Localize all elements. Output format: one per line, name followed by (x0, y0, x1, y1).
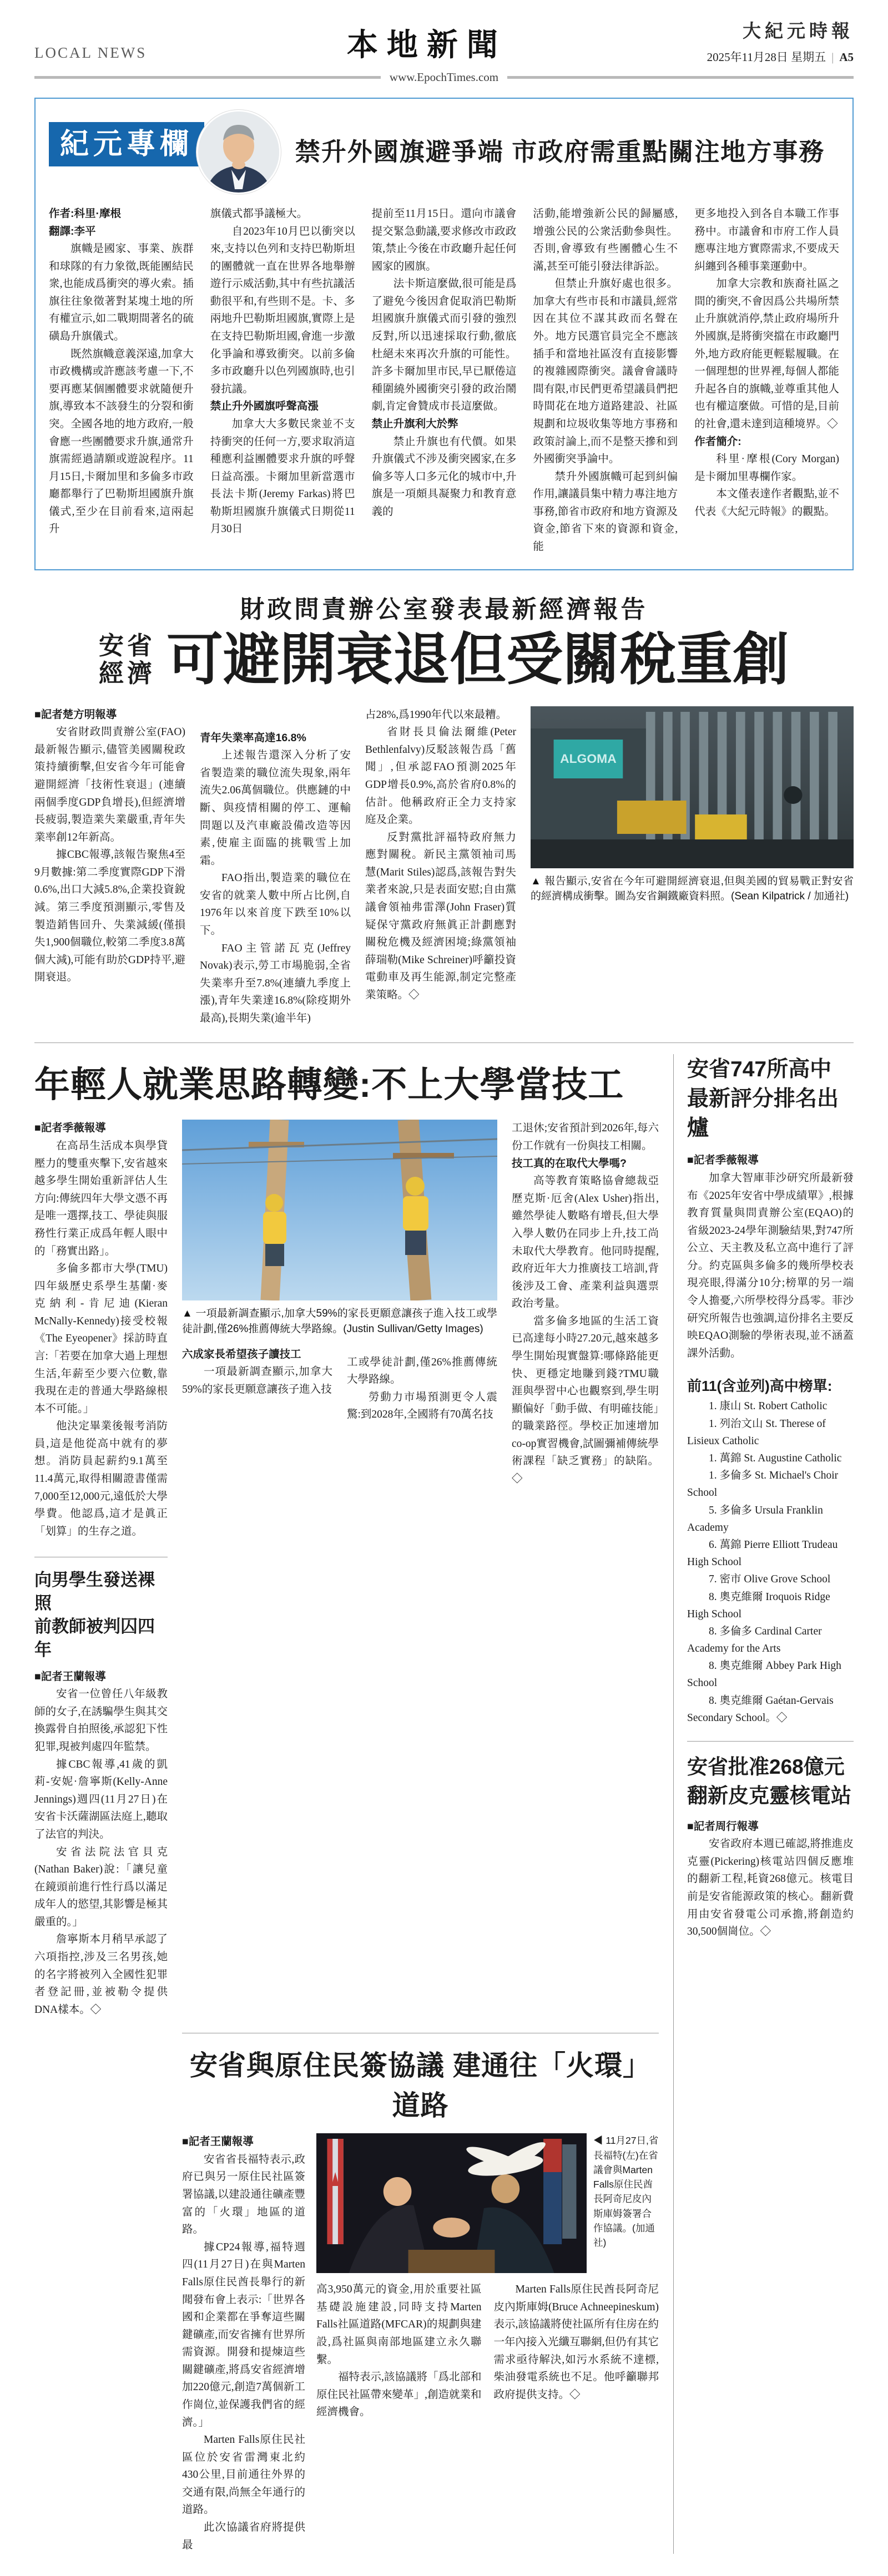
economy-col-3 (365, 706, 516, 1028)
economy-headline: 可避開衰退但受關稅重創 (167, 627, 789, 691)
paragraph: 旗儀式都爭議極大。 (210, 208, 308, 220)
steel-mill-photo (531, 706, 854, 868)
schools-headline (687, 1055, 854, 1143)
header-rule (0, 65, 888, 84)
schools-list-subhead: 前11(含並列)高中榜單: (687, 1378, 833, 1395)
paragraph: 禁止升旗也有代價。如果升旗儀式不涉及衝突國家,在多倫多等人口多元化的城市中,升旗是一項頗具凝聚力和教育意義的 (371, 436, 517, 518)
opinion-col-1 (49, 205, 194, 556)
paragraph: 工退休;安省預計到2026年,每六份工作就有一份與技工相關。 (512, 1122, 659, 1152)
section-title: 本地新聞 (346, 27, 507, 62)
paragraph: 據CBC報導,41歲的凱莉-安妮·詹寧斯(Kelly-Anne Jennings)週四(11月27日)在安省卡沃薩湖區法庭上,聽取了法官的判決。 (34, 1758, 168, 1840)
paragraph: 福特表示,該協議將「爲北部和原住民社區帶來變革」,創造就業和經濟機會。 (316, 2371, 482, 2418)
economy-headline-prefix (99, 632, 155, 688)
paragraph: 據CBC報導,該報告聚焦4至9月數據:第二季度實際GDP下滑0.6%,出口大減5.8%,企業投資銳減。第三季度預測顯示,零售及製造銷售回升、失業減緩(僅損失1,900個職位,較第二季度3.8萬個大減),可能有助於GDP持平,避開衰退。 (34, 849, 185, 984)
paragraph: 安省一位曾任八年級教師的女子,在誘騙學生與其交換露骨自拍照後,承認犯下性犯罪,現被判處四年監禁。 (34, 1688, 168, 1753)
list-item: 6. 萬錦 Pierre Elliott Trudeau High School (687, 1538, 838, 1568)
paragraph: 加拿大智庫菲沙研究所最新發布《2025年安省中學成績單》,根據教育質量與問責辦公室(EQAO)的省級2023-24學年測驗結果,對747所公立、天主教及私立高中進行了評分。約克區與多倫多的幾所學校表現亮眼,得滿分10分;榜單的另一端令人擔憂,六所學校得分爲零。菲沙研究所報告也強調,這份排名主要反映EQAO測驗的學術表現,並不涵蓋課外活動。 (687, 1172, 854, 1359)
lower-region (34, 1043, 854, 2554)
paragraph: 占28%,爲1990年代以來最糟。 (365, 708, 507, 721)
photo-sign-text: ALGOMA (560, 752, 617, 766)
trades-body (34, 1120, 659, 2018)
nuclear-headline-line2: 翻新皮克靈核電站 (687, 1784, 851, 1807)
paragraph: 提前至11月15日。還向市議會提交緊急動議,要求修改市政政策,禁止今後在市政廳升起任何國家的國旗。 (371, 208, 517, 272)
paragraph: 據CP24報導,福特週四(11月27日)在與Marten Falls原住民酋長舉行的新聞發布會上表示:「世界各國和企業都在爭奪這些關鍵礦產,而安省擁有世界所需資源。開發和提煉這些關鍵礦產,將爲安省經濟增加220億元,創造7萬個新工作崗位,並保護我們省的經濟。」 (182, 2241, 305, 2428)
crime-headline-line2: 前教師被判囚四年 (34, 1617, 155, 1659)
trades-photo-caption: ▲ 一項最新調查顯示,加拿大59%的家長更願意讓孩子進入技工或學徒計劃,僅26%推薦傳統大學路線。(Justin Sullivan/Getty Images) (182, 1308, 497, 1335)
page-number: A5 (839, 50, 854, 64)
list-item: 8. 多倫多 Cardinal Carter Academy for the Arts (687, 1625, 822, 1655)
list-item: 1. 康山 St. Robert Catholic (709, 1400, 828, 1413)
dateline-separator: | (831, 50, 834, 64)
nuclear-byline: ■記者周行報導 (687, 1820, 759, 1833)
opinion-subhead-1: 禁止升外國旗呼聲高漲 (210, 400, 319, 413)
paragraph: Marten Falls原住民社區位於安省雷灣東北約430公里,目前通往外界的交通有限,尚無全年通行的道路。 (182, 2434, 305, 2516)
paragraph: 在高昂生活成本與學貸壓力的雙重夾擊下,安省越來越多學生開始重新評估人生方向:傳統四年大學文憑不再是唯一選擇,技工、學徒與服務性行業正成爲年輕人眼中的「務實出路」。 (34, 1140, 168, 1257)
linemen-illustration (182, 1120, 497, 1300)
economy-photo-caption: ▲ 報告顯示,安省在今年可避開經濟衰退,但與美國的貿易戰正對安省的經濟構成衝擊。圖為安省鋼鐵廠資料照。(Sean Kilpatrick / 加通社) (531, 875, 854, 903)
masthead-block (707, 17, 854, 65)
paragraph: 安省法院法官貝克(Nathan Baker)說:「讓兒童在鏡頭前進行性行爲以滿足成年人的慾望,其影響是極其嚴重的。」 (34, 1846, 168, 1928)
ring-col-1 (182, 2133, 305, 2554)
ring-photo-row (316, 2133, 659, 2273)
trades-col-1 (34, 1120, 168, 2018)
schools-headline-line1: 安省747所高中 (687, 1057, 832, 1082)
paragraph: 科里·摩根(Cory Morgan)是卡爾加里專欄作家。 (694, 453, 839, 483)
paragraph: 多倫多都市大學(TMU)四年級歷史系學生基蘭·麥克納利-肯尼迪(Kieran McNally-Kennedy)接受校報《The Eyeopener》採訪時直言:「若要在加拿大過上理想生活,年薪至少要六位數,靠我現在走的普通大學路線根本不可能。」 (34, 1263, 168, 1415)
opinion-col-3 (372, 205, 517, 556)
paragraph: 反對黨批評福特政府無力應對關稅。新民主黨領袖司馬慧(Marit Stiles)認爲,該報告對失業者來說,只是表面安慰;自由黨議會領袖弗雷澤(John Fraser)質疑保守黨政府無眞正計劃應對關稅危機及經濟困境;綠黨領袖薛瑞勒(Mike Schreiner)呼籲投資電動車及再生能源,制定完整產業策略。◇ (365, 831, 516, 1001)
date-text: 2025年11月28日 星期五 (707, 50, 826, 64)
paragraph: 一項最新調查顯示,加拿大59%的家長更願意讓孩子進入技 (182, 1366, 332, 1395)
rule-line-left (34, 76, 381, 79)
paragraph: 詹寧斯本月稍早承認了六項指控,涉及三名男孩,她的名字將被列入全國性犯罪者登記冊,並被勒令提供DNA樣本。◇ (34, 1934, 168, 2016)
paragraph: 既然旗幟意義深遠,加拿大市政機構或許應該考慮一下,不要再應某個團體要求就隨便升旗,導致本不該發生的分裂和衝突。全國各地的地方政府,一般會應一些團體要求升旗,通常升旗需經過請願或遊說程序。11月15日,卡爾加里和多倫多市政廳都舉行了巴勒斯坦國旗升旗儀式,至少在目前看來,這兩起升 (49, 348, 194, 535)
dateline (707, 48, 854, 65)
paragraph: 省財長貝倫法爾維(Peter Bethlenfalvy)反駁該報告爲「舊聞」,但承認FAO預測2025年GDP增長0.9%,高於省府0.8%的估計。他稱政府正全力支持家庭及企業。 (365, 726, 516, 826)
paragraph: 旗幟是國家、事業、族群和球隊的有力象徵,既能團結民衆,也能成爲衝突的導火索。插旗往往象徵著對某塊土地的所有權宣示,如二戰期間著名的硫磺島升旗儀式。 (49, 243, 194, 343)
economy-col-2 (200, 706, 351, 1028)
schools-byline: ■記者季薇報導 (687, 1154, 759, 1167)
paragraph: 當多倫多地區的生活工資已高達每小時27.20元,越來越多學生開始現實盤算:哪條路能更快、更穩定地賺到錢?TMU職涯與學習中心也觀察到,學生明顯偏好「動手做、有明確技能」的職業路徑。學校正加速增加co-op實習機會,試圖彌補傳統學術課程「缺乏實務」的缺陷。◇ (512, 1315, 659, 1485)
paragraph: 自2023年10月巴以衝突以來,支持以色列和支持巴勒斯坦的團體就一直在世界各地舉辦遊行示威活動,其中有些抗議活動很平和,有些則不是。卡、多兩地升巴勒斯坦國旗,實際上是在支持巴勒斯坦國,會進一步激化爭論和導致衝突。以前多倫多市政廳升以色列國旗時,也引發抗議。 (210, 225, 355, 395)
trades-middle-block (182, 1120, 497, 2018)
paragraph: 此次協議省府將提供最 (182, 2522, 305, 2551)
paragraph: 但禁止升旗好處也很多。加拿大有些市長和市議員,經常因在其位不謀其政而名聲在外。地方民選官員完全不應該插手和當地社區沒有直接影響的複雜國際衝突。議會會議時間有限,市民們更希望議員們把時間花在地方道路建設、社區規劃和垃圾收集等地方事務和政策討論上,而不是整天摻和到外國衝突爭論中。 (533, 278, 678, 465)
list-item: 8. 奧克維爾 Iroquois Ridge High School (687, 1591, 830, 1620)
ring-col-3 (494, 2281, 659, 2421)
opinion-body (49, 205, 839, 556)
rule-line-right (507, 76, 854, 79)
opinion-header (49, 110, 839, 194)
trades-col-right (512, 1120, 659, 2018)
opinion-subhead-3: 作者簡介: (694, 435, 741, 448)
list-item: 7. 密市 Olive Grove School (709, 1573, 831, 1586)
crime-headline (34, 1568, 168, 1661)
paragraph: 安省省長福特表示,政府已與另一原住民社區簽署協議,以建設通往礦產豐富的「火環」地區的道路。 (182, 2153, 305, 2236)
author-portrait-illustration (198, 112, 279, 193)
crime-article (34, 1568, 168, 2018)
trades-subhead-1: 六成家長希望孩子讀技工 (182, 1348, 301, 1360)
paragraph: 活動,能增強新公民的歸屬感,增強公民的公衆活動參與性。否則,會導致有些團體心生不滿,甚至可能引發法律訴訟。 (533, 208, 678, 272)
paragraph: 他決定畢業後報考消防員,這是他從高中就有的夢想。消防員起薪約9.1萬至11.4萬元,取得相關證書僅需7,000至12,000元,遠低於大學學費。他認爲,這才是眞正「划算」的生存之道。 (34, 1420, 168, 1537)
paragraph: 加拿大大多數民衆並不支持衝突的任何一方,要求取消這種應利益團體要求升旗的呼聲日益高漲。卡爾加里新當選市長法卡斯(Jeremy Farkas)將巴勒斯坦國旗升旗儀式日期從11月30日 (210, 418, 355, 535)
economy-article (34, 589, 854, 1028)
paragraph: 更多地投入到各自本職工作事務中。市議會和市府工作人員應專注地方實際需求,不要成天糾纏到各種事業運動中。 (694, 208, 839, 272)
paragraph: 上述報告還深入分析了安省製造業的職位流失現象,兩年流失2.06萬個職位。供應鏈的中斷、與疫情相關的停工、運輸問題以及汽車廠設備改造等因素,使雇主面臨的挑戰雪上加霜。 (200, 750, 351, 867)
opinion-col-4 (533, 205, 678, 556)
economy-byline: ■記者楚方明報導 (34, 708, 117, 721)
paragraph: 高3,950萬元的資金,用於重要社區基礎設施建設,同時支持Marten Falls社區道路(MFCAR)的規劃與建設,爲社區與南部地區建立永久聯繫。 (316, 2284, 482, 2366)
paragraph: 工或學徒計劃,僅26%推薦傳統大學路線。 (347, 1356, 497, 1386)
author-line: 作者:科里·摩根 (49, 208, 121, 220)
column-badge: 紀元專欄 (49, 122, 204, 166)
opinion-subhead-2: 禁止升旗利大於弊 (371, 417, 458, 430)
ring-right-block (316, 2133, 659, 2554)
opinion-col-5 (694, 205, 839, 556)
nuclear-headline-line1: 安省批准268億元 (687, 1755, 845, 1779)
ring-lower-columns (316, 2281, 659, 2421)
list-item: 8. 奧克維爾 Gaétan-Gervais Secondary School。◇ (687, 1694, 834, 1724)
nuclear-headline (687, 1753, 854, 1810)
steel-mill-illustration (531, 706, 854, 868)
headline-prefix-line2: 經濟 (98, 659, 155, 688)
trades-byline: ■記者季薇報導 (34, 1122, 106, 1135)
opinion-headline: 禁升外國旗避爭端 市政府需重點關注地方事務 (295, 137, 825, 166)
masthead-logo: 大紀元時報 (742, 22, 854, 42)
economy-kicker: 財政問責辦公室發表最新經濟報告 (240, 595, 648, 623)
paragraph: FAO指出,製造業的職位在安省的就業人數中所占比例,自1976年以來首度下跌至10%以下。 (200, 872, 351, 937)
list-item: 1. 萬錦 St. Augustine Catholic (709, 1453, 842, 1465)
paragraph: 高等教育策略協會總裁亞歷克斯·厄舍(Alex Usher)指出,雖然學徒人數略有增長,但大學入學人數仍在同步上升,技工尚未取代大學教育。他同時提醒,政府近年大力推廣技工培訓,背後涉及工會、產業利益與選票政治考量。 (512, 1175, 659, 1310)
linemen-photo (182, 1120, 497, 1300)
lower-main (34, 1054, 674, 2554)
paragraph: 安省財政問責辦公室(FAO)最新報告顯示,儘管美國關稅政策持續衝擊,但安省今年可能會避開經濟「技術性衰退」(連續兩個季度GDP負增長),但經濟增長疲弱,製造業失業嚴重,青年失業率創12年新高。 (34, 726, 185, 843)
ring-of-fire-article (182, 2033, 659, 2554)
opinion-col-2 (210, 205, 355, 556)
sidebar-divider (687, 1741, 854, 1742)
paragraph: 勞動力市場預測更令人震驚:到2028年,全國將有70萬名技 (347, 1391, 497, 1421)
paragraph: 加拿大宗教和族裔社區之間的衝突,不會因爲公共場所禁止升旗就消停,禁止政府場所升外國旗,是將衝突擋在市政廳門外,地方政府能更輕鬆履職。在一個理想的世界裡,每個人都能升起各自的旗幟,並尊重其他人也有權這麼做。可惜的是,目前的社會,還未達到這種境界。◇ (694, 278, 839, 430)
list-item: 8. 奧克維爾 Abbey Park High School (687, 1660, 841, 1689)
paragraph: Marten Falls原住民酋長阿奇尼皮內斯庫姆(Bruce Achneepineskum)表示,該協議將使社區所有住房在約一年內接入光纖互聯網,但仍有其它需求亟待解決,如污水系統不達標,柴油發電系統也不足。他呼籲聯邦政府提供支持。◇ (493, 2284, 659, 2401)
page-header (0, 0, 888, 65)
handshake-photo (316, 2133, 587, 2273)
headline-prefix-line1: 安省 (98, 631, 155, 660)
nuclear-article (687, 1753, 854, 1941)
list-item: 1. 列治文山 St. Therese of Lisieux Catholic (687, 1418, 826, 1447)
paragraph: FAO主管諾瓦克(Jeffrey Novak)表示,勞工市場脆弱,全省失業率升至7.8%(連續九季度上漲),青年失業達16.8%(除疫期外最高),長期失業(逾半年) (200, 942, 351, 1024)
handshake-illustration (316, 2133, 587, 2273)
trades-subcol-1 (182, 1346, 332, 1424)
website-url: www.EpochTimes.com (389, 70, 499, 84)
sidebar (674, 1054, 854, 2554)
paragraph: 本文僅表達作者觀點,並不代表《大紀元時報》的觀點。 (694, 488, 839, 518)
section-label-en: LOCAL NEWS (34, 44, 147, 61)
trades-headline: 年輕人就業思路轉變:不上大學當技工 (34, 1065, 624, 1105)
economy-col-1 (34, 706, 185, 1028)
list-item: 1. 多倫多 St. Michael's Choir School (687, 1470, 839, 1499)
trades-subcolumns (182, 1346, 497, 1424)
economy-body (34, 706, 854, 1028)
ring-col-2 (316, 2281, 482, 2421)
economy-headline-row (34, 627, 854, 691)
paragraph: 禁升外國旗幟可起到糾偏作用,讓議員集中精力專注地方事務,節省市政府和地方資源及資金,節省下來的資源和資金,能 (533, 470, 678, 553)
crime-headline-line1: 向男學生發送裸照 (34, 1570, 155, 1613)
translator-line: 翻譯:李平 (49, 225, 96, 237)
crime-byline: ■記者王蘭報導 (34, 1670, 106, 1683)
paragraph: 安省政府本週已確認,將推進皮克靈(Pickering)核電站四個反應堆的翻新工程,耗資268億元。核電目前是安省能源政策的核心。翻新費用由安省發電公司承擔,將創造約30,500個崗位。◇ (687, 1838, 854, 1938)
economy-subhead: 青年失業率高達16.8% (200, 731, 306, 744)
paragraph: 法卡斯這麼做,很可能是爲了避免今後因倉促取消巴勒斯坦國旗升旗儀式而引發的強烈反對,所以迅速採取行動,徹底杜絕未來再次升旗的可能性。許多卡爾加里市民,早已厭倦這種圍繞外國衝突引發的政治鬧劇,肯定會贊成市長這麼做。 (371, 278, 517, 413)
school-ranking-list (687, 1398, 854, 1727)
opinion-article (34, 98, 854, 570)
author-portrait (196, 110, 281, 194)
ring-byline: ■記者王蘭報導 (182, 2135, 254, 2148)
economy-photo-block (531, 706, 854, 1028)
ring-photo-caption: ◀ 11月27日,省長福特(左)在省議會與Marten Falls原住民酋長阿奇尼皮內斯庫姆簽署合作協議。(加通社) (593, 2135, 659, 2249)
ring-body (182, 2133, 659, 2554)
trades-subcol-2 (347, 1346, 497, 1424)
trades-subhead-2: 技工真的在取代大學嗎? (512, 1157, 627, 1170)
list-item: 5. 多倫多 Ursula Franklin Academy (687, 1504, 823, 1534)
schools-headline-line2: 最新評分排名出爐 (687, 1087, 839, 1140)
ring-headline: 安省與原住民簽協議 建通往「火環」道路 (190, 2050, 651, 2122)
